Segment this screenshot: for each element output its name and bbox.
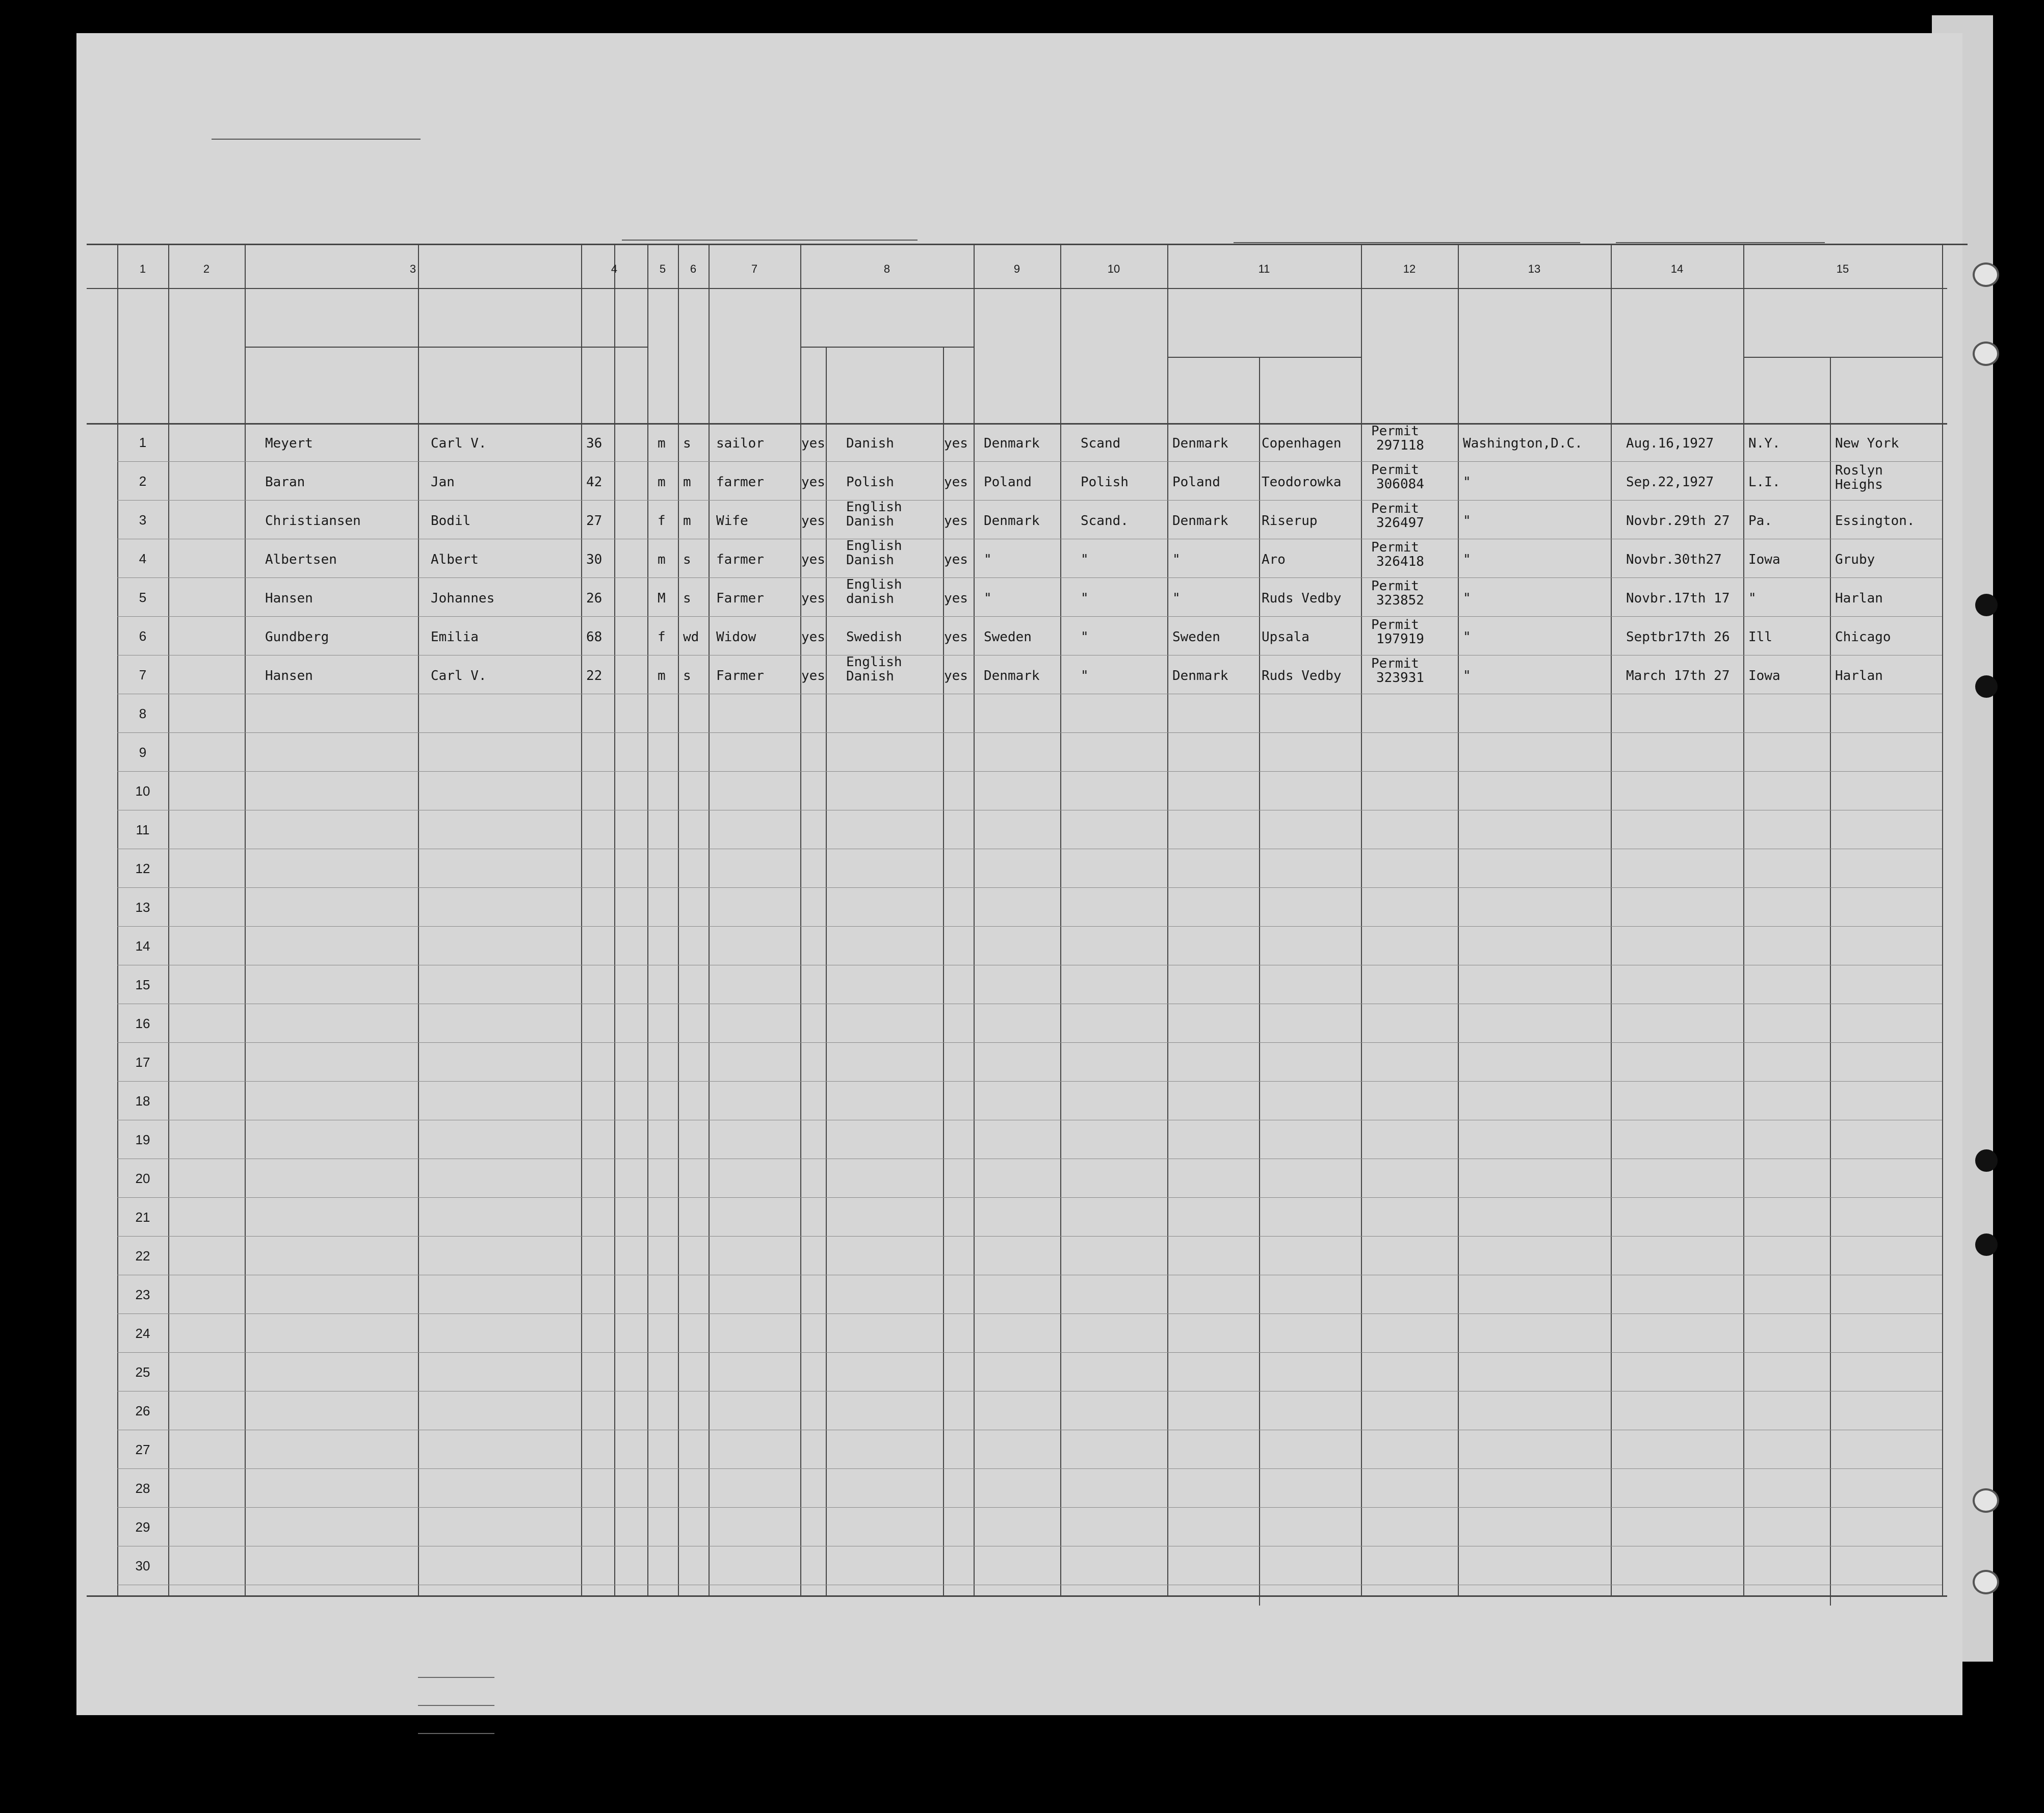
family-name-cell: Albertsen bbox=[265, 552, 337, 567]
date-cell: Novbr.17th 17 bbox=[1626, 591, 1730, 606]
write-cell: yes bbox=[944, 436, 968, 451]
row-number: 26 bbox=[135, 1403, 150, 1418]
res-country-cell: L.I. bbox=[1748, 475, 1780, 490]
given-name-cell: Albert bbox=[431, 552, 479, 567]
manifest-sheet bbox=[76, 33, 1962, 1715]
row-number: 16 bbox=[135, 1016, 150, 1031]
row-number: 29 bbox=[135, 1519, 150, 1535]
res-city-cell: Gruby bbox=[1835, 552, 1875, 567]
sex-cell: m bbox=[658, 436, 666, 451]
column-divider bbox=[1167, 244, 1168, 1595]
row-number: 24 bbox=[135, 1326, 150, 1341]
visa-label-cell: Permit bbox=[1371, 579, 1419, 594]
column-divider bbox=[709, 244, 710, 1595]
total-line bbox=[418, 1677, 494, 1678]
row-number: 12 bbox=[135, 861, 150, 876]
sex-cell: M bbox=[658, 591, 666, 606]
given-name-cell: Carl V. bbox=[431, 436, 487, 451]
row-number: 1 bbox=[139, 435, 147, 450]
row-number: 20 bbox=[135, 1171, 150, 1186]
column-number: 10 bbox=[1107, 262, 1120, 275]
date-cell: Septbr17th 26 bbox=[1626, 629, 1730, 645]
header-subrule bbox=[800, 347, 974, 348]
row-number: 21 bbox=[135, 1210, 150, 1225]
given-name-cell: Jan bbox=[431, 475, 455, 490]
marital-cell: wd bbox=[683, 629, 699, 645]
language-cell: Polish bbox=[846, 475, 894, 490]
birth-city-cell: Aro bbox=[1262, 552, 1286, 567]
calling-cell: Farmer bbox=[716, 591, 764, 606]
birth-country-cell: Denmark bbox=[1172, 436, 1228, 451]
punch-hole bbox=[1975, 1233, 1998, 1256]
punch-hole bbox=[1975, 1149, 1998, 1172]
age-cell: 22 bbox=[586, 668, 602, 684]
birth-country-cell: " bbox=[1172, 591, 1181, 606]
visa-label-cell: Permit bbox=[1371, 540, 1419, 555]
write-cell: yes bbox=[944, 552, 968, 567]
list-line bbox=[212, 139, 421, 140]
sex-cell: m bbox=[658, 475, 666, 490]
row-rule bbox=[117, 1197, 1942, 1198]
row-number: 23 bbox=[135, 1287, 150, 1302]
race-cell: Polish bbox=[1081, 475, 1129, 490]
aliens-line bbox=[418, 1733, 494, 1734]
column-divider bbox=[614, 244, 615, 1595]
visa-label-cell: Permit bbox=[1371, 617, 1419, 633]
language-cell: Danish bbox=[846, 436, 894, 451]
read-cell: yes bbox=[801, 668, 825, 684]
column-number: 2 bbox=[203, 262, 210, 275]
nationality-cell: Denmark bbox=[984, 668, 1040, 684]
row-number: 17 bbox=[135, 1055, 150, 1070]
sex-cell: m bbox=[658, 668, 666, 684]
row-number: 22 bbox=[135, 1248, 150, 1264]
column-number: 4 bbox=[611, 262, 618, 275]
read-cell: yes bbox=[801, 475, 825, 490]
row-rule bbox=[117, 461, 1942, 462]
res-country-cell: Iowa bbox=[1748, 668, 1780, 684]
language-cell: English Danish bbox=[846, 654, 902, 684]
column-number: 6 bbox=[690, 262, 697, 275]
birth-country-cell: Denmark bbox=[1172, 513, 1228, 529]
row-number: 15 bbox=[135, 977, 150, 992]
row-rule bbox=[117, 500, 1942, 501]
calling-cell: farmer bbox=[716, 475, 764, 490]
calling-cell: Farmer bbox=[716, 668, 764, 684]
sub-divider bbox=[1830, 357, 1831, 1606]
row-rule bbox=[117, 1042, 1942, 1043]
given-name-cell: Johannes bbox=[431, 591, 495, 606]
age-cell: 68 bbox=[586, 629, 602, 645]
column-divider bbox=[245, 244, 246, 1595]
age-cell: 27 bbox=[586, 513, 602, 529]
column-divider bbox=[1458, 244, 1459, 1595]
column-number: 3 bbox=[409, 262, 416, 275]
visa-label-cell: Permit bbox=[1371, 462, 1419, 478]
res-city-cell: Harlan bbox=[1835, 591, 1883, 606]
date-cell: Aug.16,1927 bbox=[1626, 436, 1714, 451]
nationality-cell: Poland bbox=[984, 475, 1032, 490]
nationality-cell: Denmark bbox=[984, 513, 1040, 529]
birth-city-cell: Ruds Vedby bbox=[1262, 668, 1342, 684]
sub-divider bbox=[826, 347, 827, 1595]
visa-number-cell: 323852 bbox=[1376, 593, 1424, 608]
row-rule bbox=[117, 577, 1942, 578]
read-cell: yes bbox=[801, 436, 825, 451]
language-cell: English Danish bbox=[846, 538, 902, 568]
visa-label-cell: Permit bbox=[1371, 501, 1419, 516]
issued-at-cell: " bbox=[1463, 668, 1471, 684]
calling-cell: Wife bbox=[716, 513, 748, 529]
res-city-cell: Chicago bbox=[1835, 629, 1891, 645]
res-country-cell: " bbox=[1748, 591, 1757, 606]
birth-country-cell: Poland bbox=[1172, 475, 1220, 490]
birth-city-cell: Riserup bbox=[1262, 513, 1318, 529]
family-name-cell: Hansen bbox=[265, 668, 313, 684]
row-number: 28 bbox=[135, 1481, 150, 1496]
age-cell: 30 bbox=[586, 552, 602, 567]
column-divider bbox=[1743, 244, 1744, 1595]
column-number: 8 bbox=[883, 262, 890, 275]
read-cell: yes bbox=[801, 513, 825, 529]
row-number: 11 bbox=[136, 822, 150, 837]
res-country-cell: Ill bbox=[1748, 629, 1772, 645]
birth-city-cell: Copenhagen bbox=[1262, 436, 1342, 451]
visa-number-cell: 197919 bbox=[1376, 632, 1424, 647]
row-rule bbox=[117, 1507, 1942, 1508]
header-subrule bbox=[1743, 357, 1942, 358]
table-top-border bbox=[87, 244, 1968, 245]
column-divider bbox=[1361, 244, 1362, 1595]
nationality-cell: Sweden bbox=[984, 629, 1032, 645]
age-cell: 36 bbox=[586, 436, 602, 451]
row-rule bbox=[117, 771, 1942, 772]
read-cell: yes bbox=[801, 552, 825, 567]
row-rule bbox=[117, 926, 1942, 927]
birth-city-cell: Teodorowka bbox=[1262, 475, 1342, 490]
marital-cell: s bbox=[683, 436, 691, 451]
row-number: 27 bbox=[135, 1442, 150, 1457]
family-name-cell: Baran bbox=[265, 475, 305, 490]
race-cell: Scand. bbox=[1081, 513, 1129, 529]
date-cell: Novbr.29th 27 bbox=[1626, 513, 1730, 529]
table-bottom-border bbox=[87, 1595, 1947, 1597]
family-name-cell: Meyert bbox=[265, 436, 313, 451]
family-name-cell: Hansen bbox=[265, 591, 313, 606]
column-divider bbox=[1942, 244, 1943, 1595]
column-divider bbox=[678, 244, 679, 1595]
issued-at-cell: " bbox=[1463, 591, 1471, 606]
read-cell: yes bbox=[801, 591, 825, 606]
column-divider bbox=[1611, 244, 1612, 1595]
write-cell: yes bbox=[944, 513, 968, 529]
header-subrule bbox=[581, 347, 647, 348]
visa-label-cell: Permit bbox=[1371, 424, 1419, 439]
column-divider bbox=[117, 244, 118, 1595]
language-cell: English Danish bbox=[846, 500, 902, 529]
nationality-cell: Denmark bbox=[984, 436, 1040, 451]
birth-country-cell: Sweden bbox=[1172, 629, 1220, 645]
row-number: 18 bbox=[135, 1093, 150, 1109]
column-number: 13 bbox=[1528, 262, 1541, 275]
row-rule bbox=[117, 1236, 1942, 1237]
issued-at-cell: " bbox=[1463, 475, 1471, 490]
read-cell: yes bbox=[801, 629, 825, 645]
visa-number-cell: 306084 bbox=[1376, 477, 1424, 492]
column-number: 15 bbox=[1836, 262, 1849, 275]
age-cell: 26 bbox=[586, 591, 602, 606]
row-number: 19 bbox=[135, 1132, 150, 1147]
punch-hole bbox=[1975, 675, 1998, 698]
race-cell: " bbox=[1081, 629, 1089, 645]
column-divider bbox=[647, 244, 648, 1595]
row-number: 8 bbox=[139, 706, 147, 721]
column-divider bbox=[581, 244, 582, 1595]
row-rule bbox=[117, 732, 1942, 733]
write-cell: yes bbox=[944, 591, 968, 606]
res-country-cell: Iowa bbox=[1748, 552, 1780, 567]
column-number: 7 bbox=[751, 262, 758, 275]
row-rule bbox=[117, 1468, 1942, 1469]
age-cell: 42 bbox=[586, 475, 602, 490]
write-cell: yes bbox=[944, 629, 968, 645]
row-rule bbox=[117, 1313, 1942, 1314]
number-row-border bbox=[87, 288, 1947, 289]
column-divider bbox=[168, 244, 169, 1595]
family-name-cell: Gundberg bbox=[265, 629, 329, 645]
issued-at-cell: Washington,D.C. bbox=[1463, 436, 1583, 451]
date-line bbox=[1616, 242, 1825, 243]
sex-cell: f bbox=[658, 513, 666, 529]
row-rule bbox=[117, 1081, 1942, 1082]
column-number: 5 bbox=[659, 262, 666, 275]
nationality-cell: " bbox=[984, 552, 992, 567]
punch-hole bbox=[1975, 594, 1998, 616]
race-cell: " bbox=[1081, 552, 1089, 567]
marital-cell: m bbox=[683, 513, 691, 529]
res-city-cell: Harlan bbox=[1835, 668, 1883, 684]
row-number: 14 bbox=[135, 938, 150, 954]
given-name-cell: Emilia bbox=[431, 629, 479, 645]
column-divider bbox=[974, 244, 975, 1595]
language-cell: English danish bbox=[846, 577, 902, 607]
row-number: 10 bbox=[135, 783, 150, 799]
issued-at-cell: " bbox=[1463, 513, 1471, 529]
date-cell: March 17th 27 bbox=[1626, 668, 1730, 684]
marital-cell: m bbox=[683, 475, 691, 490]
sex-cell: f bbox=[658, 629, 666, 645]
marital-cell: s bbox=[683, 591, 691, 606]
row-number: 3 bbox=[139, 512, 147, 528]
family-name-cell: Christiansen bbox=[265, 513, 361, 529]
row-number: 13 bbox=[135, 900, 150, 915]
visa-number-cell: 323931 bbox=[1376, 670, 1424, 686]
write-cell: yes bbox=[944, 475, 968, 490]
binder-hole bbox=[1973, 341, 1999, 366]
row-number: 7 bbox=[139, 667, 147, 682]
birth-country-cell: Denmark bbox=[1172, 668, 1228, 684]
issued-at-cell: " bbox=[1463, 629, 1471, 645]
binder-hole bbox=[1973, 1570, 1999, 1594]
row-rule bbox=[117, 616, 1942, 617]
given-name-cell: Carl V. bbox=[431, 668, 487, 684]
res-country-cell: N.Y. bbox=[1748, 436, 1780, 451]
row-number: 5 bbox=[139, 590, 147, 605]
binder-hole bbox=[1973, 1488, 1999, 1513]
visa-number-cell: 326418 bbox=[1376, 554, 1424, 569]
visa-label-cell: Permit bbox=[1371, 656, 1419, 671]
column-number: 1 bbox=[139, 262, 146, 275]
column-number: 9 bbox=[1013, 262, 1020, 275]
column-number: 14 bbox=[1670, 262, 1684, 275]
column-number: 11 bbox=[1258, 262, 1270, 275]
issued-at-cell: " bbox=[1463, 552, 1471, 567]
race-cell: Scand bbox=[1081, 436, 1121, 451]
sex-cell: m bbox=[658, 552, 666, 567]
column-divider bbox=[1060, 244, 1061, 1595]
row-number: 6 bbox=[139, 628, 147, 644]
birth-city-cell: Ruds Vedby bbox=[1262, 591, 1342, 606]
date-cell: Novbr.30th27 bbox=[1626, 552, 1722, 567]
birth-country-cell: " bbox=[1172, 552, 1181, 567]
visa-number-cell: 326497 bbox=[1376, 515, 1424, 531]
citizens-line bbox=[418, 1705, 494, 1706]
given-name-cell: Bodil bbox=[431, 513, 471, 529]
row-rule bbox=[117, 1352, 1942, 1353]
column-number: 12 bbox=[1403, 262, 1416, 275]
sub-divider bbox=[1259, 357, 1260, 1606]
row-number: 2 bbox=[139, 474, 147, 489]
calling-cell: farmer bbox=[716, 552, 764, 567]
ship-line bbox=[622, 240, 918, 241]
language-cell: Swedish bbox=[846, 629, 902, 645]
res-country-cell: Pa. bbox=[1748, 513, 1772, 529]
row-number: 9 bbox=[139, 745, 147, 760]
date-cell: Sep.22,1927 bbox=[1626, 475, 1714, 490]
marital-cell: s bbox=[683, 668, 691, 684]
header-bottom-border bbox=[87, 423, 1947, 425]
sub-divider bbox=[943, 347, 944, 1595]
res-city-cell: Roslyn Heighs bbox=[1835, 463, 1883, 492]
header-subrule bbox=[1167, 357, 1361, 358]
row-number: 30 bbox=[135, 1558, 150, 1573]
birth-city-cell: Upsala bbox=[1262, 629, 1309, 645]
race-cell: " bbox=[1081, 668, 1089, 684]
calling-cell: Widow bbox=[716, 629, 756, 645]
header-subrule bbox=[245, 347, 581, 348]
row-rule bbox=[117, 887, 1942, 888]
race-cell: " bbox=[1081, 591, 1089, 606]
nationality-cell: " bbox=[984, 591, 992, 606]
row-number: 25 bbox=[135, 1364, 150, 1380]
calling-cell: sailor bbox=[716, 436, 764, 451]
visa-number-cell: 297118 bbox=[1376, 438, 1424, 453]
res-city-cell: New York bbox=[1835, 436, 1899, 451]
port-line bbox=[1234, 242, 1580, 243]
write-cell: yes bbox=[944, 668, 968, 684]
marital-cell: s bbox=[683, 552, 691, 567]
column-divider bbox=[418, 244, 419, 1595]
res-city-cell: Essington. bbox=[1835, 513, 1915, 529]
row-number: 4 bbox=[139, 551, 147, 566]
binder-hole bbox=[1973, 262, 1999, 287]
